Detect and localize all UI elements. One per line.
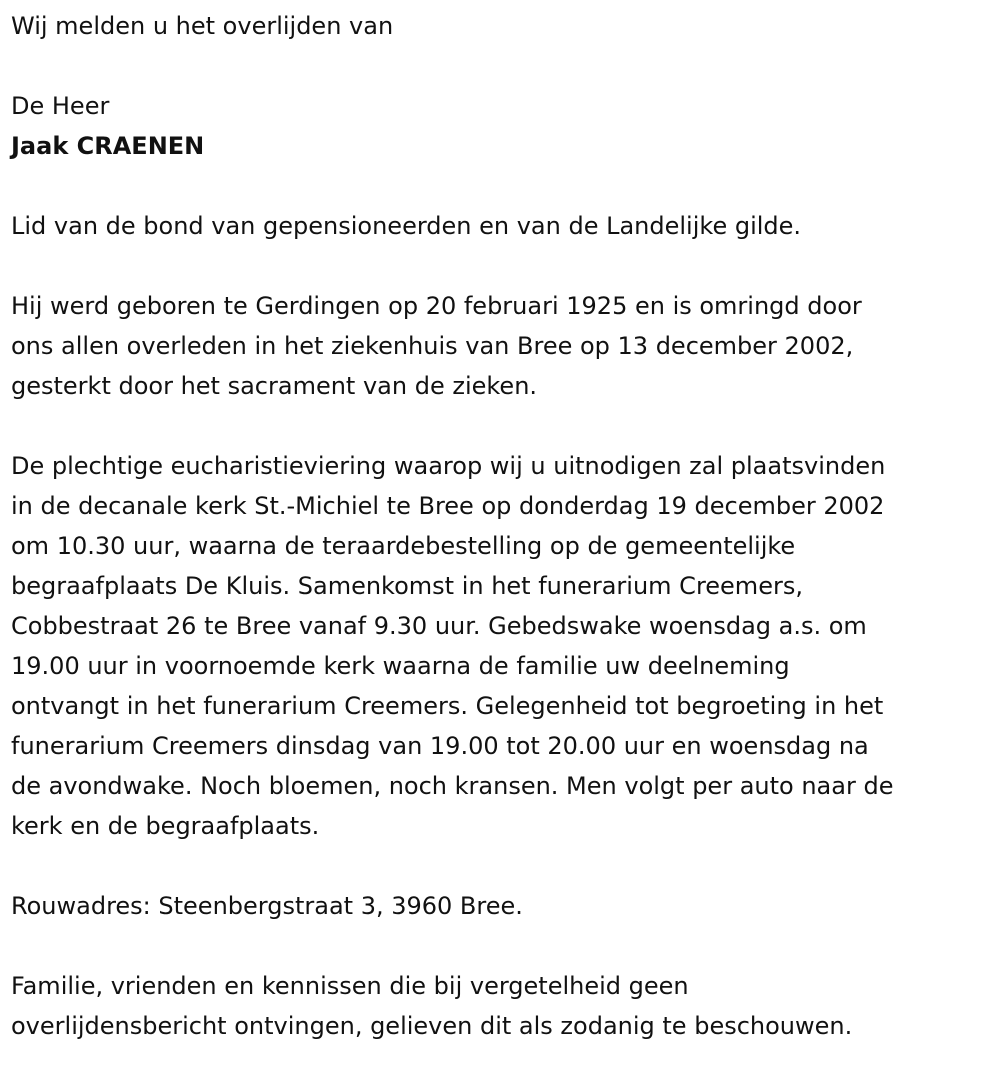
spacer — [11, 926, 991, 966]
spacer — [11, 846, 991, 886]
closing-paragraph: Familie, vrienden en kennissen die bij vergetelheid geen overlijdensbericht ontvingen, gelieven dit als zodanig te beschouwen. — [11, 972, 853, 1040]
salutation-text: De Heer — [11, 92, 110, 120]
spacer — [11, 46, 991, 86]
intro-text: Wij melden u het overlijden van — [11, 12, 394, 40]
biography-paragraph: Hij werd geboren te Gerdingen op 20 februari 1925 en is omringd door ons allen overleden in het ziekenhuis van Bree op 13 december 2002, gesterkt door het sacrament van de zieken. — [11, 292, 862, 400]
spacer — [11, 406, 991, 446]
spacer — [11, 246, 991, 286]
obituary-notice — [11, 6, 991, 1046]
membership-text: Lid van de bond van gepensioneerden en van de Landelijke gilde. — [11, 212, 802, 240]
mourning-address: Rouwadres: Steenbergstraat 3, 3960 Bree. — [11, 892, 523, 920]
deceased-name: Jaak CRAENEN — [11, 132, 205, 160]
spacer — [11, 166, 991, 206]
ceremony-paragraph: De plechtige eucharistieviering waarop wij u uitnodigen zal plaatsvinden in de decanale kerk St.-Michiel te Bree op donderdag 19 december 2002 om 10.30 uur, waarna de teraardebestelling op de gemeentelijke begraafplaats De Kluis. Samenkomst in het funerarium Creemers, Cobbestraat 26 te Bree vanaf 9.30 uur. Gebedswake woensdag a.s. om 19.00 uur in voornoemde kerk waarna de familie uw deelneming ontvangt in het funerarium Creemers. Gelegenheid tot begroeting in het funerarium Creemers dinsdag van 19.00 tot 20.00 uur en woensdag na de avondwake. Noch bloemen, noch kransen. Men volgt per auto naar de kerk en de begraafplaats. — [11, 452, 894, 840]
